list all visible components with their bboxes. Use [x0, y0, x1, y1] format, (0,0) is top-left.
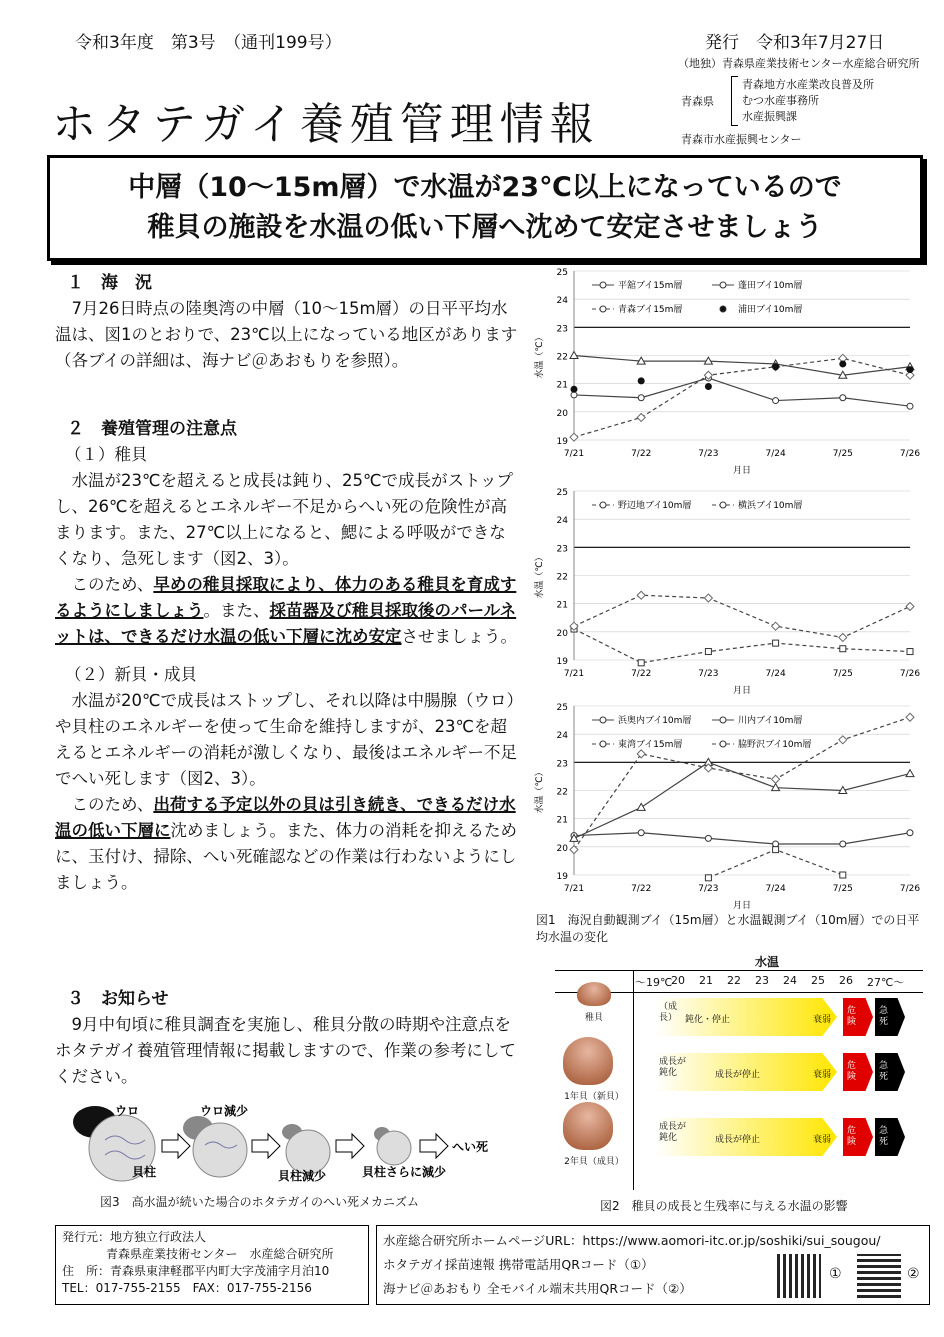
effect-text-f: 急死: [879, 1126, 889, 1147]
figure-2-title: 水温: [755, 955, 780, 969]
effect-text-a: 成長が鈍化: [659, 1122, 687, 1143]
arrow-4: [420, 1134, 448, 1158]
scallop-4: [377, 1131, 411, 1165]
effect-text-f: 急死: [879, 1061, 889, 1082]
x-tick-label: 7/25: [832, 669, 853, 679]
y-tick-label: 24: [556, 516, 568, 527]
legend-marker: [600, 717, 606, 723]
bracket: [731, 76, 738, 126]
legend-label: 浜奥内ブイ10m層: [618, 716, 692, 726]
series-line: [574, 629, 910, 663]
svg-text:貝柱: 貝柱: [132, 1165, 157, 1179]
figure-2-caption: 図2 稚貝の成長と生残率に与える水温の影響: [600, 1199, 848, 1213]
data-point: [637, 803, 645, 810]
chart-1: [530, 265, 930, 475]
effect-text-d: 衰弱: [813, 1070, 832, 1080]
y-tick-label: 22: [556, 787, 568, 798]
legend-marker: [720, 282, 726, 288]
legend-marker: [600, 306, 606, 312]
series-line: [574, 378, 910, 406]
section-2-title: ２ 養殖管理の注意点: [67, 419, 237, 439]
y-tick-label: 25: [556, 268, 568, 278]
data-point: [638, 830, 644, 836]
effect-text-e: 危険: [847, 1126, 857, 1147]
qr-code-1[interactable]: [777, 1254, 821, 1298]
data-point: [907, 830, 913, 836]
data-point: [840, 646, 846, 652]
y-tick-label: 22: [556, 572, 568, 583]
x-tick-label: 7/24: [765, 449, 786, 459]
temperature-scale: [635, 974, 923, 990]
x-tick-label: 7/26: [899, 884, 921, 894]
effect-text-b: 鈍化・停止: [685, 1015, 731, 1025]
row-label: 2年貝（成貝）: [564, 1157, 624, 1167]
effect-text-a: （成長）: [659, 1002, 678, 1023]
section-3-title: ３ お知らせ: [67, 989, 169, 1009]
data-point: [637, 750, 645, 758]
row-label: 稚貝: [584, 1013, 603, 1023]
svg-text:ウロ: ウロ: [115, 1104, 140, 1118]
x-tick-label: 7/23: [698, 669, 719, 679]
temperature-label: 26: [839, 974, 853, 987]
y-axis-label: 水温（℃）: [535, 332, 545, 379]
section-3: [55, 986, 520, 1090]
section-1-title: １ 海 況: [67, 273, 152, 293]
footer-qr1-text: ホタテガイ採苗速報 携帯電話用QRコード（①）: [383, 1257, 654, 1272]
data-point: [570, 352, 578, 359]
arrow-2: [252, 1134, 280, 1158]
section-2-para2: このため、早めの稚貝採取により、体力のある稚貝を育成するようにしましょう。また、採苗器及び稚貝採取後のパールネットは、できるだけ水温の低い下層に沈め安定させましょう。: [55, 575, 517, 646]
data-point: [637, 591, 645, 599]
temperature-label: 23: [755, 974, 769, 987]
scallop-2: [193, 1123, 247, 1177]
legend-marker: [720, 502, 726, 508]
temperature-label: 22: [727, 974, 741, 987]
legend-marker: [600, 741, 606, 747]
series-line: [574, 356, 910, 376]
x-axis-label: 月日: [732, 686, 752, 695]
section-2: [55, 416, 520, 896]
data-point: [705, 383, 712, 390]
data-point: [772, 775, 780, 783]
data-point: [705, 835, 711, 841]
data-point: [773, 398, 779, 404]
x-tick-label: 7/23: [698, 884, 719, 894]
svg-text:へい死: へい死: [452, 1140, 489, 1154]
legend-marker: [720, 717, 726, 723]
chart-3: [530, 700, 930, 910]
legend-marker: [600, 282, 606, 288]
data-point: [773, 841, 779, 847]
y-tick-label: 19: [556, 657, 568, 667]
publisher-4: 水産振興課: [742, 110, 797, 123]
legend-label: 野辺地ブイ10m層: [618, 501, 692, 511]
legend-label: 脇野沢ブイ10m層: [738, 740, 812, 750]
footer-publisher: 発行元：地方独立行政法人: [62, 1230, 207, 1244]
y-tick-label: 23: [556, 544, 568, 555]
y-tick-label: 20: [556, 843, 568, 854]
arrow-3: [336, 1134, 364, 1158]
data-point: [773, 847, 779, 853]
x-tick-label: 7/21: [563, 669, 585, 679]
y-tick-label: 22: [556, 352, 568, 363]
legend-marker: [600, 502, 606, 508]
data-point: [637, 413, 645, 421]
figure-1-caption: 図1 海況自動観測ブイ（15m層）と水温観測ブイ（10m層）での日平均水温の変化: [536, 913, 920, 944]
temperature-label: 21: [699, 974, 713, 987]
legend-label: 横浜ブイ10m層: [738, 501, 803, 511]
headline-line2: 稚貝の施設を水温の低い下層へ沈めて安定させましょう: [147, 212, 823, 243]
section-2-sub1: （１）稚貝: [65, 445, 148, 464]
section-2-para1: 水温が23℃を超えると成長は鈍り、25℃で成長がストップし、26℃を超えるとエネルギー不足からへい死の危険性が高まります。また、27℃以上になると、鰓による呼吸ができなくなり、急死します（図2、3）。: [55, 471, 514, 568]
y-axis-label: 水温（℃）: [535, 767, 545, 814]
temperature-label: ～19℃: [635, 976, 673, 989]
row-label: 1年貝（新貝）: [564, 1092, 624, 1102]
effect-text-e: 危険: [847, 1006, 857, 1027]
figure-3-diagram: [60, 1100, 520, 1190]
legend-marker: [720, 306, 726, 312]
scallop-image: [563, 1102, 613, 1150]
y-tick-label: 21: [556, 380, 568, 391]
footer-phone: TEL：017-755-2155 FAX：017-755-2156: [62, 1281, 312, 1295]
temperature-label: 20: [671, 974, 685, 987]
series-line: [574, 717, 910, 849]
scallop-image: [577, 982, 611, 1006]
data-point: [773, 640, 779, 646]
y-tick-label: 24: [556, 731, 568, 742]
data-point: [705, 875, 711, 881]
data-point: [906, 713, 914, 721]
footer-address: 住 所：青森県東津軽郡平内町大字茂浦字月泊10: [62, 1264, 330, 1278]
effect-text-d: 衰弱: [813, 1135, 832, 1145]
data-point: [840, 841, 846, 847]
data-point: [907, 403, 913, 409]
data-point: [638, 377, 645, 384]
y-tick-label: 21: [556, 600, 568, 611]
scallop-image: [563, 1037, 613, 1085]
effect-text-a: 成長が鈍化: [659, 1057, 687, 1078]
x-tick-label: 7/26: [899, 449, 921, 459]
x-tick-label: 7/24: [765, 669, 786, 679]
series-line: [574, 595, 910, 637]
effect-text-f: 急死: [879, 1006, 889, 1027]
x-tick-label: 7/25: [832, 884, 853, 894]
data-point: [907, 649, 913, 655]
data-point: [705, 649, 711, 655]
data-point: [638, 660, 644, 666]
x-tick-label: 7/22: [631, 449, 652, 459]
legend-label: 浦田ブイ10m層: [738, 305, 803, 315]
x-tick-label: 7/23: [698, 449, 719, 459]
headline-line1: 中層（10～15m層）で水温が23℃以上になっているので: [128, 172, 842, 203]
legend-label: 東湾ブイ15m層: [618, 740, 683, 750]
svg-text:ウロ減少: ウロ減少: [200, 1104, 249, 1118]
legend-label: 平舘ブイ15m層: [618, 281, 683, 291]
issue-number: 令和3年度 第3号 （通刊199号）: [75, 33, 342, 53]
svg-text:貝柱さらに減少: 貝柱さらに減少: [362, 1165, 447, 1179]
publisher-1: （地独）青森県産業技術センター水産総合研究所: [678, 57, 920, 70]
headline-box: [47, 155, 923, 261]
y-tick-label: 24: [556, 296, 568, 307]
y-tick-label: 23: [556, 324, 568, 335]
section-2-para4: このため、出荷する予定以外の貝は引き続き、できるだけ水温の低い下層に沈めましょう。また、体力の消耗を抑えるために、玉付け、掃除、へい死確認などの作業は行わないようにしましょう。: [55, 795, 517, 892]
section-1: [55, 270, 520, 374]
page-title: ホタテガイ養殖管理情報: [52, 99, 600, 150]
data-point: [638, 395, 644, 401]
x-tick-label: 7/26: [899, 669, 921, 679]
legend-label: 青森ブイ15m層: [618, 305, 683, 315]
issue-date: 発行 令和3年7月27日: [705, 33, 885, 53]
publisher-pref: 青森県: [681, 95, 714, 108]
y-tick-label: 21: [556, 815, 568, 826]
section-3-text: 9月中旬頃に稚貝調査を実施し、稚貝分散の時期や注意点をホタテガイ養殖管理情報に掲載しますので、作業の参考にしてください。: [55, 1015, 516, 1086]
data-point: [704, 594, 712, 602]
data-point: [571, 386, 578, 393]
data-point: [839, 633, 847, 641]
y-tick-label: 25: [556, 703, 568, 713]
data-point: [772, 622, 780, 630]
legend-label: 川内ブイ10m層: [738, 716, 803, 726]
effect-text-e: 危険: [847, 1061, 857, 1082]
figure-3-caption: 図3 高水温が続いた場合のホタテガイのへい死メカニズム: [100, 1195, 420, 1209]
effect-text-b: 成長が停止: [715, 1135, 761, 1145]
footer-right: [376, 1225, 930, 1305]
y-tick-label: 25: [556, 488, 568, 498]
temperature-label: 25: [811, 974, 825, 987]
figure-2: [555, 950, 923, 1195]
data-point: [772, 363, 779, 370]
x-tick-label: 7/21: [563, 884, 585, 894]
data-point: [906, 770, 914, 777]
data-point: [840, 395, 846, 401]
y-tick-label: 23: [556, 759, 568, 770]
publisher-5: 青森市水産振興センター: [681, 133, 802, 146]
effect-text-d: 衰弱: [813, 1015, 832, 1025]
footer-org: 青森県産業技術センター 水産総合研究所: [106, 1247, 334, 1261]
section-2-para3: 水温が20℃で成長はストップし、それ以降は中腸腺（ウロ）や貝柱のエネルギーを使って生命を維持しますが、23℃を超えるとエネルギーの消耗が激しくなり、最後はエネルギー不足でへい死します（図2、3）。: [55, 691, 517, 788]
footer-qr2-text: 海ナビ＠あおもり 全モバイル端末共用QRコード（②）: [383, 1281, 692, 1296]
x-tick-label: 7/24: [765, 884, 786, 894]
footer-left: [55, 1225, 369, 1305]
series-line: [574, 358, 910, 437]
legend-marker: [720, 741, 726, 747]
svg-text:貝柱減少: 貝柱減少: [278, 1169, 327, 1183]
x-tick-label: 7/22: [631, 669, 652, 679]
qr-label-1: ①: [829, 1266, 842, 1282]
section-2-sub2: （２）新貝・成貝: [65, 665, 197, 684]
publisher-3: むつ水産事務所: [742, 94, 819, 107]
data-point: [839, 736, 847, 744]
series-line: [574, 833, 910, 844]
y-axis-label: 水温（℃）: [535, 552, 545, 599]
temperature-label: 24: [783, 974, 797, 987]
data-point: [839, 360, 846, 367]
legend-label: 蓬田ブイ10m層: [738, 281, 803, 291]
x-axis-label: 月日: [732, 901, 752, 910]
qr-label-2: ②: [907, 1266, 920, 1282]
arrow-1: [162, 1134, 190, 1158]
x-tick-label: 7/25: [832, 449, 853, 459]
data-point: [840, 872, 846, 878]
scallop-3: [286, 1130, 330, 1174]
section-1-text: 7月26日時点の陸奥湾の中層（10～15m層）の日平平均水温は、図1のとおりで、23℃以上になっている地区があります（各ブイの詳細は、海ナビ＠あおもりを参照）。: [55, 299, 518, 370]
effect-text-b: 成長が停止: [715, 1070, 761, 1080]
series-line: [708, 850, 842, 878]
publisher-2: 青森地方水産業改良普及所: [742, 78, 874, 91]
qr-code-2[interactable]: [857, 1254, 901, 1298]
y-tick-label: 20: [556, 628, 568, 639]
y-tick-label: 19: [556, 872, 568, 882]
chart-2: [530, 485, 930, 695]
footer-url[interactable]: 水産総合研究所ホームページURL：https://www.aomori-itc.or.jp/soshiki/sui_sougou/: [383, 1233, 881, 1248]
y-tick-label: 20: [556, 408, 568, 419]
x-tick-label: 7/21: [563, 449, 585, 459]
temperature-label: 27℃～: [867, 976, 905, 989]
data-point: [571, 392, 577, 398]
x-tick-label: 7/22: [631, 884, 652, 894]
y-tick-label: 19: [556, 437, 568, 447]
data-point: [907, 366, 914, 373]
x-axis-label: 月日: [732, 466, 752, 475]
